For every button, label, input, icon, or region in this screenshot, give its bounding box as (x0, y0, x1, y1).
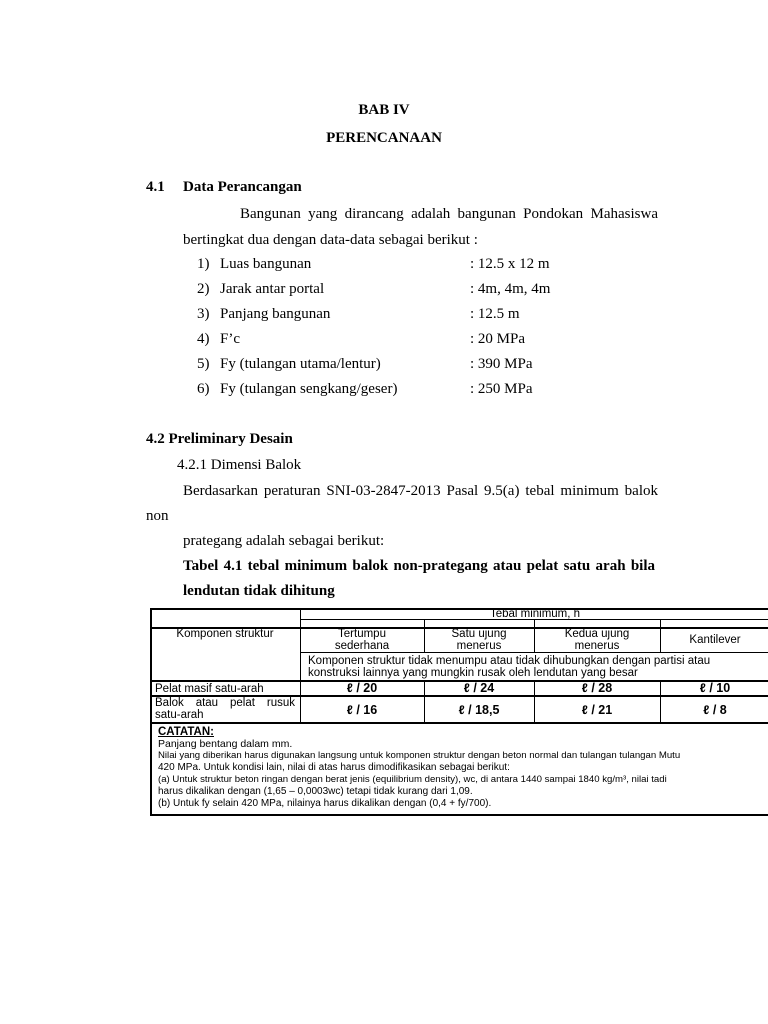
table-caption-line-1: Tabel 4.1 tebal minimum balok non-prategang atau pelat satu arah bila (183, 558, 655, 574)
notes-title: CATATAN: (158, 726, 214, 738)
list-item-value: : 12.5 m (470, 306, 520, 322)
header-span: Tebal minimum, h (489, 608, 581, 620)
row-label: Balok atau pelat rusuk (155, 697, 295, 709)
paragraph-line-3: prategang adalah sebagai berikut: (183, 533, 385, 549)
list-item-number: 2) (197, 281, 210, 297)
list-item-value: : 4m, 4m, 4m (470, 281, 551, 297)
row-value: ℓ / 21 (581, 703, 613, 717)
list-item-label: Panjang bangunan (220, 306, 331, 322)
row-value: ℓ / 20 (346, 681, 378, 695)
row-value: ℓ / 10 (699, 681, 731, 695)
row-value: ℓ / 8 (703, 703, 727, 717)
header-col3-line1: Kedua ujung (564, 628, 630, 640)
row-value: ℓ / 28 (581, 681, 613, 695)
list-item-number: 1) (197, 256, 210, 272)
thickness-table (150, 608, 768, 816)
note-line: (a) Untuk struktur beton ringan dengan berat jenis (equilibrium density), wc, di antara 1440 sampai 1840 kg/m³, nilai tadi (158, 774, 667, 785)
row-label: satu-arah (155, 709, 204, 721)
note-line: 420 MPa. Untuk kondisi lain, nilai di atas harus dimodifikasikan sebagai berikut: (158, 762, 510, 773)
list-item-number: 6) (197, 381, 210, 397)
list-item-value: : 250 MPa (470, 381, 533, 397)
note-line: Panjang bentang dalam mm. (158, 738, 293, 750)
list-item-label: F’c (220, 331, 240, 347)
list-item-label: Jarak antar portal (220, 281, 325, 297)
subheader-line1: Komponen struktur tidak menumpu atau tidak dihubungkan dengan partisi atau (308, 655, 711, 667)
paragraph-line-2: non (146, 508, 169, 524)
subheader-line2: konstruksi lainnya yang mungkin rusak oleh lendutan yang besar (308, 667, 638, 679)
subsection-title: 4.2.1 Dimensi Balok (177, 457, 302, 473)
list-item-label: Fy (tulangan sengkang/geser) (220, 381, 398, 397)
chapter-subtitle: PERENCANAAN (326, 130, 442, 146)
header-col1-line1: Tertumpu (338, 628, 386, 640)
note-line: Nilai yang diberikan harus digunakan langsung untuk komponen struktur dengan beton normal dan tulangan tulangan Mutu (158, 750, 681, 761)
section-number: 4.1 (146, 179, 165, 195)
list-item-number: 3) (197, 306, 210, 322)
list-item-label: Fy (tulangan utama/lentur) (220, 356, 381, 372)
list-item-number: 4) (197, 331, 210, 347)
row-value: ℓ / 18,5 (458, 703, 500, 717)
header-col2-line2: menerus (456, 640, 502, 652)
list-item-value: : 390 MPa (470, 356, 533, 372)
row-label: Pelat masif satu-arah (155, 683, 264, 695)
note-line: (b) Untuk fy selain 420 MPa, nilainya harus dikalikan dengan (0,4 + fy/700). (158, 798, 492, 809)
list-item-value: : 12.5 x 12 m (470, 256, 550, 272)
list-item-label: Luas bangunan (220, 256, 312, 272)
chapter-title: BAB IV (358, 102, 410, 118)
list-item-number: 5) (197, 356, 210, 372)
header-col3-line2: menerus (574, 640, 620, 652)
section-4-2-title: 4.2 Preliminary Desain (146, 431, 293, 447)
intro-line-2: bertingkat dua dengan data-data sebagai berikut : (183, 232, 478, 248)
header-col1-line2: sederhana (334, 640, 390, 652)
header-col2-line1: Satu ujung (451, 628, 507, 640)
row-value: ℓ / 16 (346, 703, 378, 717)
header-component: Komponen struktur (176, 628, 274, 640)
row-value: ℓ / 24 (463, 681, 495, 695)
note-line: harus dikalikan dengan (1,65 – 0,0003wc) tetapi tidak kurang dari 1,09. (158, 786, 473, 797)
section-title: Data Perancangan (183, 179, 302, 195)
table-caption-line-2: lendutan tidak dihitung (183, 583, 335, 599)
paragraph-line-1: Berdasarkan peraturan SNI-03-2847-2013 Pasal 9.5(a) tebal minimum balok (183, 483, 658, 499)
header-col4: Kantilever (689, 634, 741, 646)
intro-line-1: Bangunan yang dirancang adalah bangunan Pondokan Mahasiswa (240, 206, 658, 222)
list-item-value: : 20 MPa (470, 331, 526, 347)
